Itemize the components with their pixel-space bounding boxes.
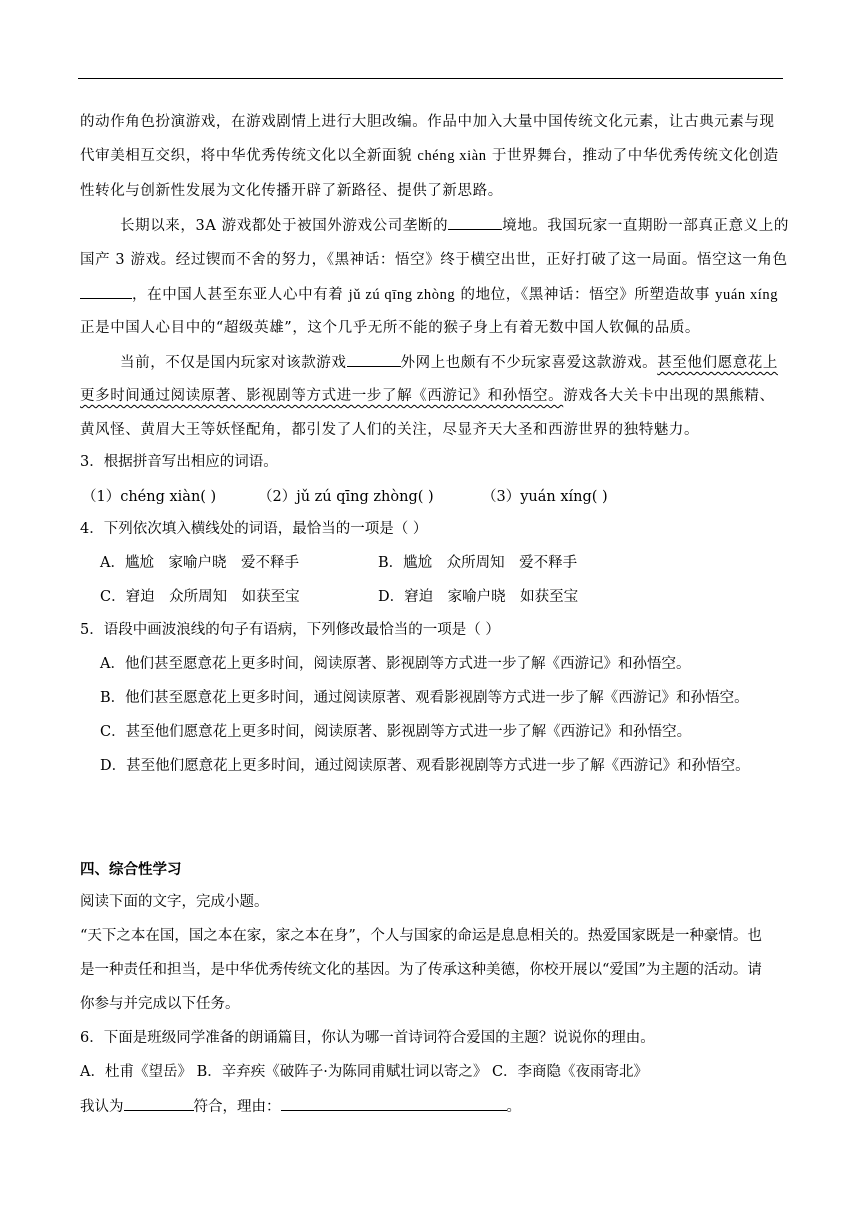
section-title: 四、综合性学习	[80, 861, 182, 878]
question-stem: 5．语段中画波浪线的句子有语病，下列修改最恰当的一项是（ ）	[80, 622, 500, 638]
section-intro: 阅读下面的文字，完成小题。	[80, 894, 269, 910]
option-b[interactable]: B．尴尬 众所周知 爱不释手	[378, 555, 578, 571]
reason-blank[interactable]	[281, 1096, 507, 1111]
wavy-sentence: 甚至他们愿意花上	[657, 355, 779, 371]
answer-blank[interactable]	[124, 1096, 194, 1111]
passage-line: 正是中国人心目中的“超级英雄”，这个几乎无所不能的猴子身上有着无数中国人钦佩的品质。	[80, 320, 701, 336]
passage-line: 代审美相互交织，将中华优秀传统文化以全新面貌 chéng xiàn 于世界舞台，推动了中华优秀传统文化创造	[80, 148, 779, 164]
option-c[interactable]: C．甚至他们愿意花上更多时间，阅读原著、影视剧等方式进一步了解《西游记》和孙悟空。	[100, 724, 692, 740]
pinyin-item[interactable]: （1）chéng xiàn( )	[82, 489, 217, 505]
question-stem: 4．下列依次填入横线处的词语，最恰当的一项是（ ）	[80, 521, 428, 537]
fill-blank[interactable]	[448, 215, 502, 230]
q6-answer-line: 我认为 符合，理由： 。	[80, 1096, 521, 1117]
pinyin-item[interactable]: （3）yuán xíng( )	[482, 489, 608, 505]
pinyin: chéng xiàn	[417, 148, 487, 164]
pinyin-item[interactable]: （2）jǔ zú qīng zhòng( )	[258, 489, 434, 505]
passage-line: 黄风怪、黄眉大王等妖怪配角，都引发了人们的关注，尽显齐天大圣和西游世界的独特魅力。	[80, 422, 700, 438]
fill-blank[interactable]	[80, 284, 132, 299]
option-a[interactable]: A．他们甚至愿意花上更多时间，阅读原著、影视剧等方式进一步了解《西游记》和孙悟空。	[100, 656, 691, 672]
q6-options[interactable]: A．杜甫《望岳》 B．辛弃疾《破阵子·为陈同甫赋壮词以寄之》 C．李商隐《夜雨寄北》	[80, 1064, 649, 1080]
pinyin: jǔ zú qīng zhòng	[348, 287, 456, 303]
pinyin: yuán xíng	[715, 287, 779, 303]
passage-line: 性转化与创新性发展为文化传播开辟了新路径、提供了新思路。	[80, 183, 503, 199]
option-d[interactable]: D．窘迫 家喻户晓 如获至宝	[378, 589, 579, 605]
passage-line: 当前，不仅是国内玩家对该款游戏 外网上也颇有不少玩家喜爱这款游戏。甚至他们愿意花上	[120, 352, 778, 373]
question-stem: 6．下面是班级同学准备的朗诵篇目，你认为哪一首诗词符合爱国的主题？说说你的理由。	[80, 1030, 655, 1046]
option-a[interactable]: A．尴尬 家喻户晓 爱不释手	[100, 555, 299, 571]
header-rule	[78, 78, 783, 79]
passage-line: 更多时间通过阅读原著、影视剧等方式进一步了解《西游记》和孙悟空。游戏各大关卡中出现的黑熊精、	[80, 388, 775, 404]
passage-line: 长期以来，3A 游戏都处于被国外游戏公司垄断的 境地。我国玩家一直期盼一部真正意义上的	[120, 215, 789, 236]
option-d[interactable]: D．甚至他们愿意花上更多时间，通过阅读原著、观看影视剧等方式进一步了解《西游记》和孙悟空。	[100, 758, 750, 774]
wavy-sentence: 更多时间通过阅读原著、影视剧等方式进一步了解《西游记》和孙悟空。	[80, 388, 564, 404]
option-c[interactable]: C．窘迫 众所周知 如获至宝	[100, 589, 300, 605]
fill-blank[interactable]	[347, 352, 401, 367]
section-paragraph: “天下之本在国，国之本在家，家之本在身”，个人与国家的命运是息息相关的。热爱国家既是一种豪情。也	[80, 928, 762, 944]
section-paragraph: 是一种责任和担当，是中华优秀传统文化的基因。为了传承这种美德，你校开展以“爱国”为主题的活动。请	[80, 962, 762, 978]
passage-line: 国产 3 游戏。经过锲而不舍的努力，《黑神话：悟空》终于横空出世，正好打破了这一局面。悟空这一角色	[80, 252, 788, 268]
option-b[interactable]: B．他们甚至愿意花上更多时间，通过阅读原著、观看影视剧等方式进一步了解《西游记》和孙悟空。	[100, 690, 749, 706]
passage-line: 的动作角色扮演游戏，在游戏剧情上进行大胆改编。作品中加入大量中国传统文化元素，让古典元素与现	[80, 114, 775, 130]
section-paragraph: 你参与并完成以下任务。	[80, 996, 240, 1012]
question-stem: 3．根据拼音写出相应的词语。	[80, 454, 278, 470]
passage-line: ，在中国人甚至东亚人心中有着 jǔ zú qīng zhòng 的地位，《黑神话：悟空》所塑造故事 yuán xíng	[80, 284, 778, 305]
